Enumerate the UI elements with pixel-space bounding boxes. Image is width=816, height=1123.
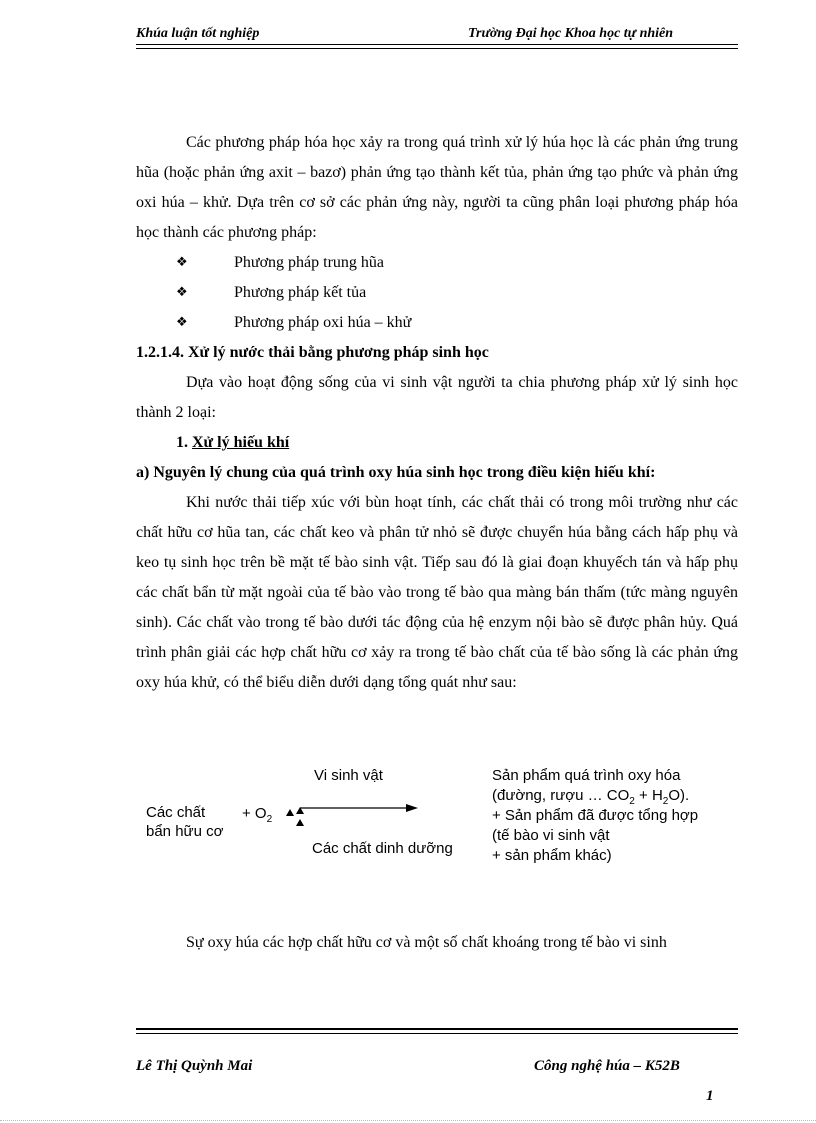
- footer-rule-thin: [136, 1033, 738, 1034]
- diamond-bullet-icon: ❖: [176, 255, 188, 270]
- above-arrow-label: Vi sinh vật: [314, 767, 383, 784]
- bullet-text: Phương pháp kết tủa: [234, 284, 367, 301]
- document-body: [136, 128, 738, 698]
- header-left-title: Khúa luận tốt nghiệp: [136, 26, 260, 41]
- product-line3: + Sản phẩm đã được tổng hợp: [492, 807, 699, 824]
- product-line4: (tế bào vi sinh vật: [492, 827, 610, 844]
- paragraph-biological-intro: Dựa vào hoạt động sống của vi sinh vật người ta chia phương pháp xử lý sinh học thành 2 loại:: [136, 374, 738, 421]
- page-number: 1: [706, 1088, 714, 1104]
- page-bottom-border: [0, 1120, 816, 1121]
- section-heading-1214: 1.2.1.4. Xử lý nước thải bằng phương pháp sinh học: [136, 344, 489, 361]
- footer-rule: [136, 1028, 738, 1030]
- header-rule: [136, 44, 738, 45]
- reactant-label-line1: Các chất: [146, 804, 206, 821]
- arrow-head-icon: [406, 804, 418, 812]
- diamond-bullet-icon: ❖: [176, 315, 188, 330]
- bullet-text: Phương pháp trung hũa: [234, 254, 385, 271]
- small-triangle-icon: [296, 819, 304, 826]
- bullet-item: [136, 278, 738, 308]
- subheading-aerobic: [136, 428, 738, 458]
- below-arrow-label: Các chất dinh dưỡng: [312, 840, 453, 857]
- paragraph-oxidation: Sự oxy húa các hợp chất hữu cơ và một số chất khoáng trong tế bào vi sinh: [186, 934, 667, 951]
- reaction-diagram: [136, 760, 738, 870]
- product-line1: Sản phẩm quá trình oxy hóa: [492, 767, 681, 784]
- header-rule-thin: [136, 48, 738, 49]
- footer-class: Công nghệ húa – K52B: [534, 1058, 680, 1074]
- footer-author: Lê Thị Quỳnh Mai: [136, 1058, 253, 1074]
- oxygen-label: + $O_2$: [242, 805, 273, 825]
- product-line2: (đường, rượu … $CO_2 + H_2O$).: [492, 787, 690, 807]
- diamond-bullet-icon: ❖: [176, 285, 188, 300]
- product-line5: + sản phẩm khác): [492, 847, 612, 864]
- small-triangle-icon: [286, 809, 294, 816]
- paragraph-principle: Khi nước thải tiếp xúc với bùn hoạt tính, các chất thải có trong môi trường như các chất hữu cơ hũa tan, các chất keo và phân tử nhỏ sẽ được chuyển húa bằng cách hấp phụ và keo tụ sinh học trên bề mặt tế bào sinh vật. Tiếp sau đó là giai đoạn khuyếch tán và hấp phụ các chất bẩn từ mặt ngoài của tế bào vào trong tế bào qua màng bán thấm (tức màng nguyên sinh). Các chất vào trong tế bào dưới tác động của hệ enzym nội bào sẽ được phân hủy. Quá trình phân giải các hợp chất hữu cơ xảy ra trong tế bào chất của tế bào sống là các phản ứng oxy húa khử, có thể biểu diễn dưới dạng tổng quát như sau:: [136, 494, 738, 691]
- bullet-item: [136, 308, 738, 338]
- reaction-arrow: [282, 798, 422, 832]
- bullet-text: Phương pháp oxi húa – khử: [234, 314, 412, 331]
- header-right-title: Trường Đại học Khoa học tự nhiên: [468, 26, 674, 41]
- bullet-item: [136, 248, 738, 278]
- subheading-title: Xử lý hiếu khí: [192, 434, 290, 451]
- reactant-label-line2: bẩn hữu cơ: [146, 823, 224, 840]
- subheading-number: 1.: [176, 434, 188, 451]
- heading-principle-a: a) Nguyên lý chung của quá trình oxy húa sinh học trong điều kiện hiếu khí:: [136, 464, 656, 481]
- paragraph-chemical-methods: Các phương pháp hóa học xảy ra trong quá trình xử lý húa học là các phản ứng trung hũa (hoặc phản ứng axit – bazơ) phản ứng tạo thành kết tủa, phản ứng tạo phức và phản ứng oxi húa – khử. Dựa trên cơ sở các phản ứng này, người ta cũng phân loại phương pháp hóa học thành các phương pháp:: [136, 134, 738, 241]
